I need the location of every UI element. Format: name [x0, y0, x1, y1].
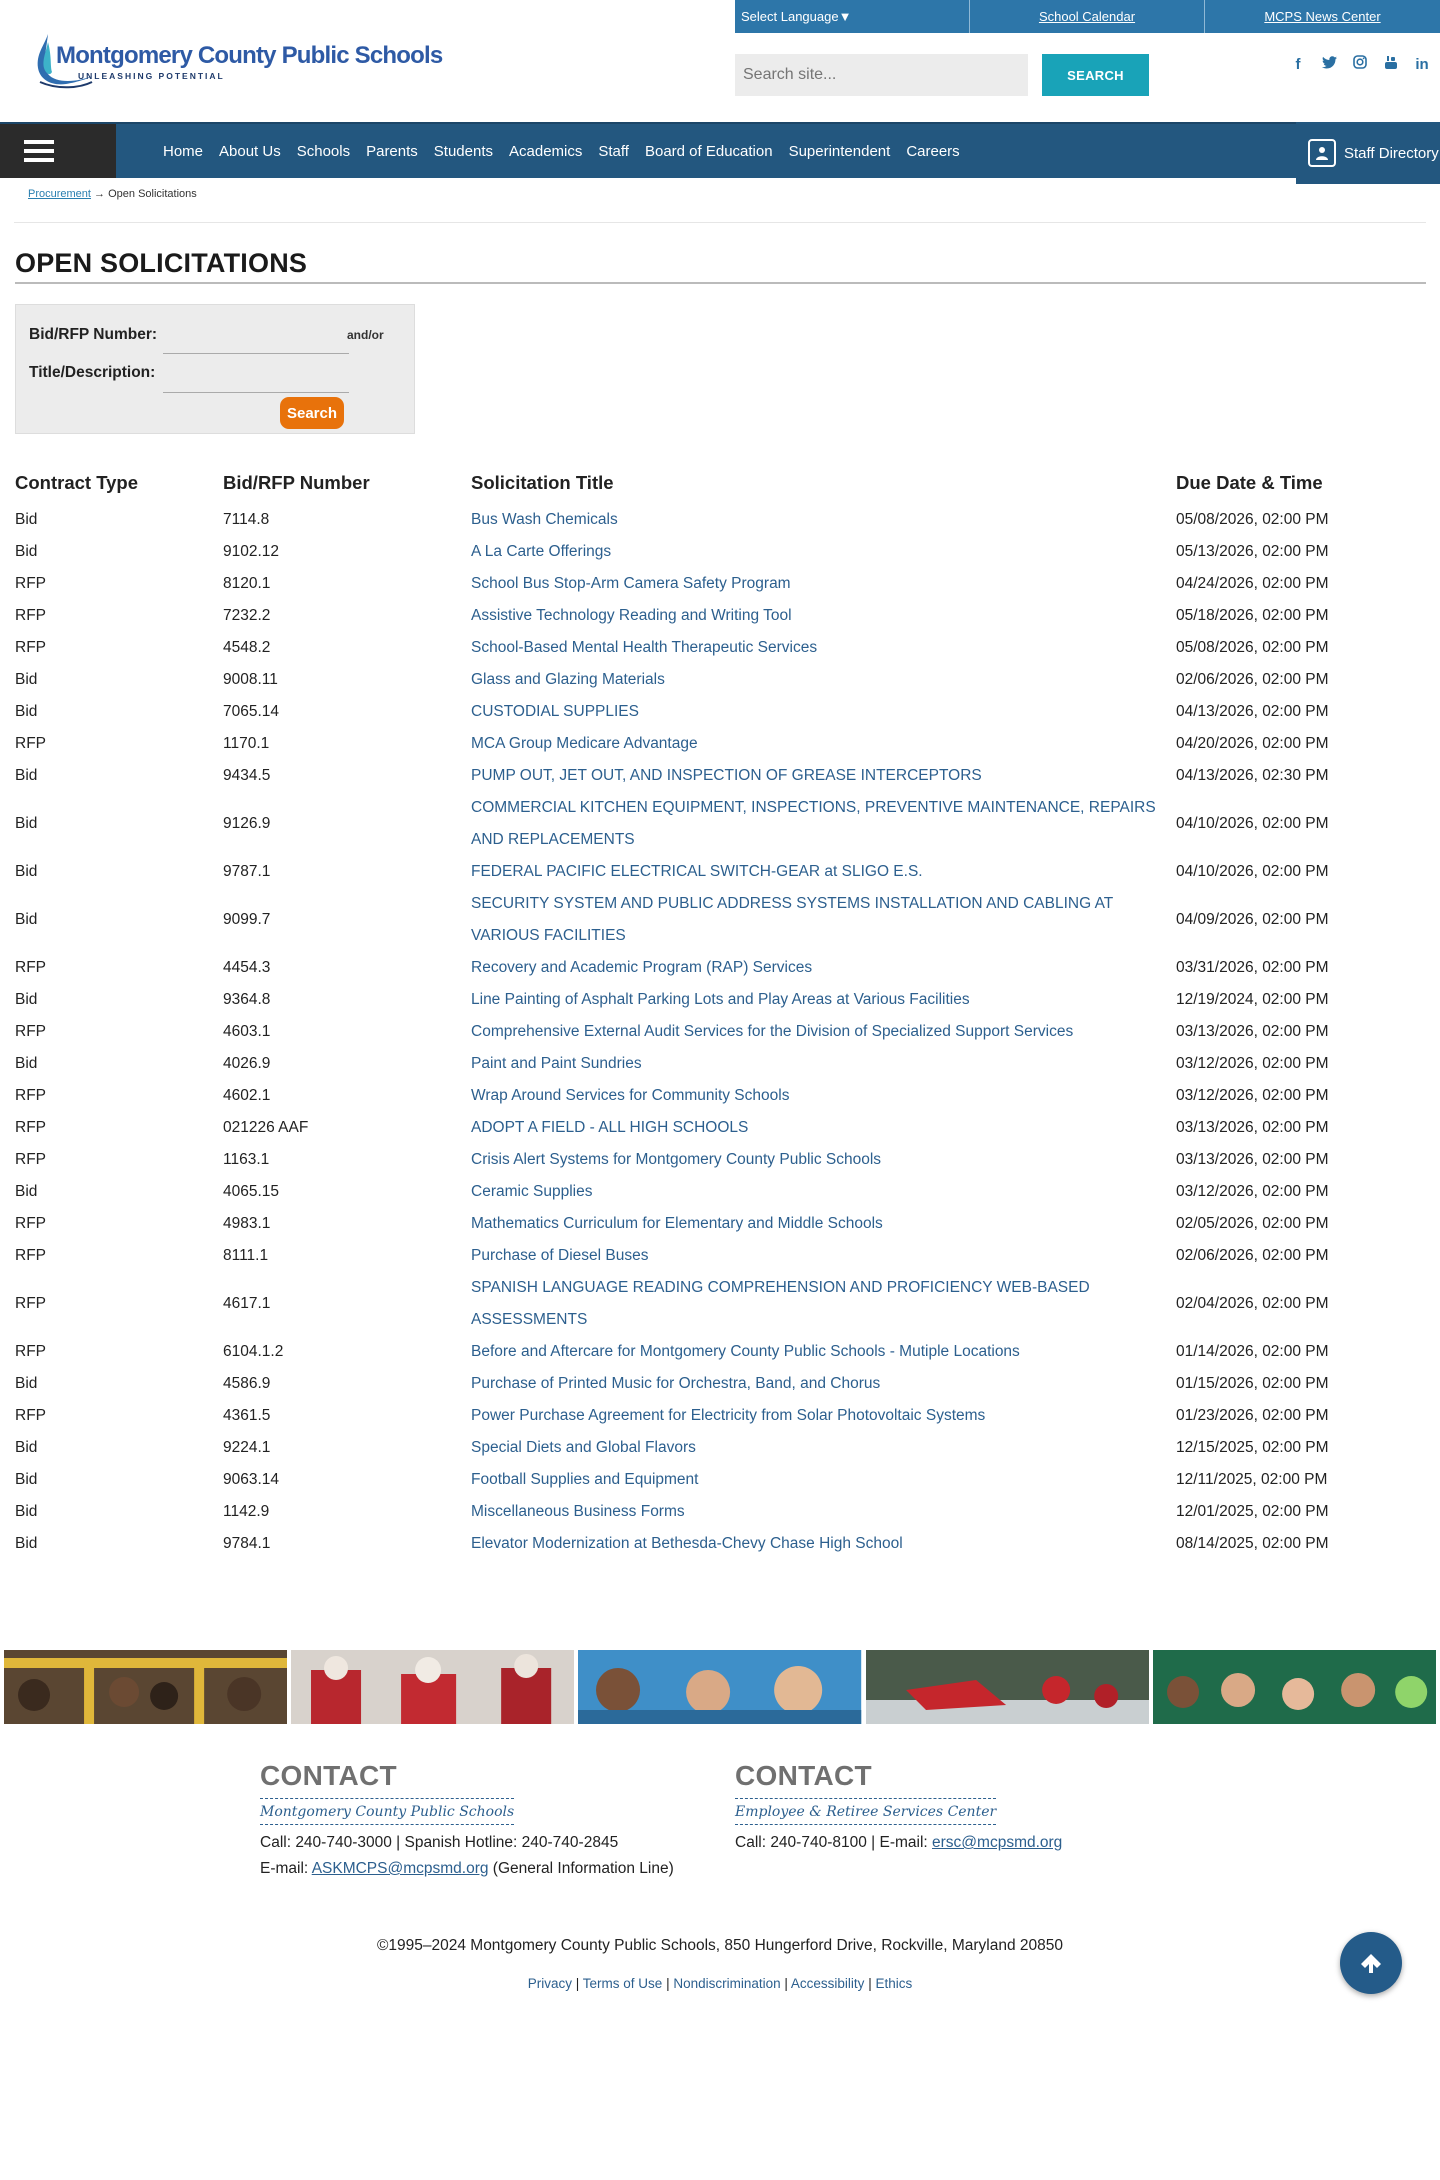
table-row [15, 1368, 1426, 1400]
contract-type-cell: Bid [15, 703, 38, 720]
due-date-cell: 04/24/2026, 02:00 PM [1176, 575, 1329, 592]
privacy-link[interactable]: Privacy [527, 1976, 573, 1991]
site-search-input[interactable] [735, 54, 1028, 96]
terms-link[interactable]: Terms of Use [582, 1976, 663, 1991]
due-date-cell: 04/20/2026, 02:00 PM [1176, 735, 1329, 752]
bid-number-cell: 9063.14 [223, 1471, 280, 1488]
contract-type-cell: RFP [15, 1119, 46, 1136]
breadcrumb-separator: → [90, 188, 109, 200]
form-search-button[interactable]: Search [280, 397, 344, 429]
table-row [15, 1464, 1426, 1496]
contract-type-cell: Bid [15, 1535, 38, 1552]
nav-item-students[interactable]: Students [433, 142, 494, 160]
students-photo-2 [578, 1650, 861, 1724]
due-date-cell: 03/13/2026, 02:00 PM [1176, 1151, 1329, 1168]
contract-type-cell: RFP [15, 1407, 46, 1424]
bid-number-label: Bid/RFP Number: [29, 326, 158, 343]
table-row [15, 1048, 1426, 1080]
bid-number-cell: 1170.1 [223, 735, 270, 752]
bid-number-cell: 9364.8 [223, 991, 271, 1008]
contract-type-cell: RFP [15, 1023, 46, 1040]
contact-mcps [260, 1760, 674, 1877]
solicitation-title-cell [471, 1528, 1176, 1560]
bid-number-cell: 021226 AAF [223, 1119, 309, 1136]
nav-item-staff[interactable]: Staff [598, 142, 629, 160]
bid-number-cell: 9224.1 [223, 1439, 271, 1456]
bid-number-cell: 6104.1.2 [223, 1343, 284, 1360]
linkedin-icon[interactable]: in [1415, 55, 1429, 73]
solicitation-title-link[interactable]: Ceramic Supplies [471, 1183, 593, 1200]
title-divider [15, 282, 1426, 284]
solicitation-title-link[interactable]: PUMP OUT, JET OUT, AND INSPECTION OF GREASE INTERCEPTORS [471, 767, 982, 784]
table-row [15, 856, 1426, 888]
contract-type-cell: Bid [15, 991, 38, 1008]
due-date-cell: 12/15/2025, 02:00 PM [1176, 1439, 1329, 1456]
solicitation-title-cell [471, 888, 1176, 952]
bid-number-cell: 8120.1 [223, 575, 271, 592]
bid-number-cell: 9784.1 [223, 1535, 271, 1552]
table-row [15, 536, 1426, 568]
facebook-icon[interactable]: f [1295, 55, 1301, 73]
link-separator: | [864, 1976, 876, 1991]
solicitation-title-cell [471, 1496, 1176, 1528]
school-calendar-link[interactable]: School Calendar [970, 0, 1205, 33]
table-row [15, 1016, 1426, 1048]
site-header [0, 0, 1440, 122]
link-separator: | [572, 1976, 583, 1991]
breadcrumb-current: Open Solicitations [108, 188, 197, 200]
solicitation-title-link[interactable]: CUSTODIAL SUPPLIES [471, 703, 639, 720]
table-row [15, 1144, 1426, 1176]
accessibility-link[interactable]: Accessibility [790, 1976, 865, 1991]
contract-type-cell: Bid [15, 543, 38, 560]
table-row [15, 952, 1426, 984]
contact-email-line [260, 1860, 674, 1877]
bid-number-cell: 9102.12 [223, 543, 280, 560]
due-date-cell: 01/14/2026, 02:00 PM [1176, 1343, 1329, 1360]
contract-type-cell: Bid [15, 511, 38, 528]
solicitation-title-link[interactable]: MCA Group Medicare Advantage [471, 735, 698, 752]
bid-number-cell: 4602.1 [223, 1087, 271, 1104]
solicitation-title-cell [471, 1080, 1176, 1112]
solicitation-title-link[interactable]: Bus Wash Chemicals [471, 511, 618, 528]
solicitation-title-link[interactable]: Line Painting of Asphalt Parking Lots and Play Areas at Various Facilities [471, 991, 970, 1008]
solicitation-title-link[interactable]: Power Purchase Agreement for Electricity from Solar Photovoltaic Systems [471, 1407, 986, 1424]
bid-number-input[interactable] [163, 353, 349, 354]
nav-item-superintendent[interactable]: Superintendent [788, 142, 891, 160]
arrow-up-icon[interactable] [1340, 1932, 1402, 1994]
table-row [15, 984, 1426, 1016]
table-row [15, 1112, 1426, 1144]
solicitation-title-cell [471, 856, 1176, 888]
solicitation-title-link[interactable]: Wrap Around Services for Community Schools [471, 1087, 790, 1104]
solicitation-title-cell [471, 984, 1176, 1016]
contract-type-cell: Bid [15, 1503, 38, 1520]
solicitation-title-link[interactable]: Paint and Paint Sundries [471, 1055, 642, 1072]
solicitation-title-link[interactable]: COMMERCIAL KITCHEN EQUIPMENT, INSPECTIONS, PREVENTIVE MAINTENANCE, REPAIRS AND REPLACEMENTS [471, 799, 1156, 848]
table-row [15, 1080, 1426, 1112]
utility-bar [735, 0, 1440, 33]
nav-item-about-us[interactable]: About Us [219, 142, 281, 160]
contact-heading-2: CONTACT [735, 1760, 872, 1791]
ersc-email-link[interactable]: ersc@mcpsmd.org [932, 1834, 1063, 1851]
bid-number-cell: 4617.1 [223, 1295, 271, 1312]
due-date-cell: 04/13/2026, 02:30 PM [1176, 767, 1329, 784]
contract-type-cell: RFP [15, 607, 46, 624]
table-row [15, 1240, 1426, 1272]
contract-type-cell: RFP [15, 575, 46, 592]
table-row [15, 1496, 1426, 1528]
nav-item-home[interactable]: Home [163, 142, 204, 160]
contact-subtitle: Montgomery County Public Schools [260, 1798, 514, 1825]
due-date-cell: 05/13/2026, 02:00 PM [1176, 543, 1329, 560]
contract-type-cell: Bid [15, 1439, 38, 1456]
solicitation-title-cell [471, 1144, 1176, 1176]
solicitation-title-link[interactable]: Mathematics Curriculum for Elementary and Middle Schools [471, 1215, 883, 1232]
solicitation-title-cell [471, 1208, 1176, 1240]
table-row [15, 1528, 1426, 1560]
solicitation-title-link[interactable]: ADOPT A FIELD - ALL HIGH SCHOOLS [471, 1119, 749, 1136]
due-date-cell: 03/13/2026, 02:00 PM [1176, 1119, 1329, 1136]
table-row [15, 1336, 1426, 1368]
page-title: OPEN SOLICITATIONS [15, 248, 308, 278]
solicitation-title-link[interactable]: School-Based Mental Health Therapeutic Services [471, 639, 818, 656]
solicitation-title-cell [471, 760, 1176, 792]
logo-title [56, 42, 442, 70]
table-body [15, 504, 1426, 1560]
due-date-cell: 12/01/2025, 02:00 PM [1176, 1503, 1329, 1520]
solicitation-title-cell [471, 792, 1176, 856]
contact-subtitle-2: Employee & Retiree Services Center [735, 1798, 996, 1825]
due-date-cell: 05/08/2026, 02:00 PM [1176, 639, 1329, 656]
ethics-link[interactable]: Ethics [875, 1976, 913, 1991]
bid-number-cell: 1163.1 [223, 1151, 270, 1168]
solicitation-title-link[interactable]: Purchase of Printed Music for Orchestra, Band, and Chorus [471, 1375, 881, 1392]
contract-type-cell: Bid [15, 863, 38, 880]
bid-number-cell: 7065.14 [223, 703, 280, 720]
contract-type-cell: RFP [15, 1247, 46, 1264]
header-bid-number: Bid/RFP Number [223, 472, 370, 493]
bid-number-cell: 9787.1 [223, 863, 271, 880]
bid-number-cell: 4548.2 [223, 639, 271, 656]
photo-strip [4, 1650, 1436, 1724]
solicitation-title-cell [471, 1368, 1176, 1400]
askmcps-email-link[interactable]: ASKMCPS@mcpsmd.org [311, 1860, 489, 1877]
footer-links [0, 1976, 1440, 1991]
table-row [15, 632, 1426, 664]
solicitation-title-cell [471, 1112, 1176, 1144]
fans-photo [1153, 1650, 1436, 1724]
contract-type-cell: Bid [15, 1375, 38, 1392]
contact-email-suffix: (General Information Line) [488, 1860, 674, 1877]
nav-items [155, 124, 968, 178]
bid-number-cell: 9099.7 [223, 911, 271, 928]
due-date-cell: 04/10/2026, 02:00 PM [1176, 863, 1329, 880]
solicitation-title-link[interactable]: SPANISH LANGUAGE READING COMPREHENSION AND PROFICIENCY WEB-BASED ASSESSMENTS [471, 1279, 1090, 1328]
solicitation-title-cell [471, 728, 1176, 760]
due-date-cell: 03/12/2026, 02:00 PM [1176, 1087, 1329, 1104]
header-solicitation-title: Solicitation Title [471, 472, 614, 493]
solicitation-title-link[interactable]: Special Diets and Global Flavors [471, 1439, 696, 1456]
mcps-logo[interactable] [34, 30, 443, 94]
bid-number-cell: 4983.1 [223, 1215, 271, 1232]
due-date-cell: 01/15/2026, 02:00 PM [1176, 1375, 1329, 1392]
contact-phone-2 [735, 1834, 1062, 1851]
solicitation-title-cell [471, 1400, 1176, 1432]
table-row [15, 568, 1426, 600]
contract-type-cell: RFP [15, 1151, 46, 1168]
bid-number-cell: 4454.3 [223, 959, 271, 976]
hamburger-icon[interactable] [0, 124, 116, 178]
solicitation-title-cell [471, 536, 1176, 568]
solicitation-title-cell [471, 632, 1176, 664]
ersc-phone: Call: 240-740-8100 | E-mail: [735, 1834, 933, 1851]
table-row [15, 760, 1426, 792]
contract-type-cell: Bid [15, 767, 38, 784]
table-row [15, 664, 1426, 696]
contract-type-cell: RFP [15, 1295, 46, 1312]
table-row [15, 888, 1426, 952]
due-date-cell: 02/05/2026, 02:00 PM [1176, 1215, 1329, 1232]
due-date-cell: 12/11/2025, 02:00 PM [1176, 1471, 1328, 1488]
contract-type-cell: RFP [15, 1215, 46, 1232]
contract-type-cell: RFP [15, 959, 46, 976]
social-links [1290, 54, 1430, 74]
solicitation-title-cell [471, 600, 1176, 632]
solicitation-title-link[interactable]: Before and Aftercare for Montgomery County Public Schools - Mutiple Locations [471, 1343, 1020, 1360]
contract-type-cell: Bid [15, 1471, 38, 1488]
bid-number-cell: 9126.9 [223, 815, 271, 832]
bid-number-cell: 7114.8 [223, 511, 270, 528]
bid-number-cell: 4026.9 [223, 1055, 271, 1072]
due-date-cell: 04/09/2026, 02:00 PM [1176, 911, 1329, 928]
table-header-row [15, 462, 1426, 504]
news-center-link[interactable]: MCPS News Center [1205, 0, 1440, 33]
youtube-icon[interactable] [1383, 55, 1399, 74]
logo-tagline: UNLEASHING POTENTIAL [78, 71, 225, 81]
contract-type-cell: RFP [15, 1087, 46, 1104]
bid-number-cell: 7232.2 [223, 607, 271, 624]
contract-type-cell: Bid [15, 1055, 38, 1072]
solicitation-title-cell [471, 1464, 1176, 1496]
solicitation-title-cell [471, 1176, 1176, 1208]
copyright: ©1995–2024 Montgomery County Public Schools, 850 Hungerford Drive, Rockville, Maryland 20850 [376, 1937, 1064, 1954]
solicitation-title-link[interactable]: Elevator Modernization at Bethesda-Chevy Chase High School [471, 1535, 903, 1552]
due-date-cell: 04/10/2026, 02:00 PM [1176, 815, 1329, 832]
contact-email-prefix: E-mail: [260, 1860, 312, 1877]
solicitations-table [15, 462, 1426, 1560]
students-photo-1 [4, 1650, 287, 1724]
table-row [15, 792, 1426, 856]
contact-phone: Call: 240-740-3000 | Spanish Hotline: 240-740-2845 [260, 1834, 619, 1851]
table-row [15, 1400, 1426, 1432]
marching-band-photo [291, 1650, 574, 1724]
logo-title-part-1: Montgomery County [56, 42, 282, 69]
title-description-input[interactable] [163, 392, 349, 393]
due-date-cell: 05/08/2026, 02:00 PM [1176, 511, 1329, 528]
site-search-button[interactable]: SEARCH [1042, 54, 1149, 96]
wrestling-photo [866, 1650, 1149, 1724]
contact-card-icon [1308, 139, 1336, 167]
solicitation-title-link[interactable]: Miscellaneous Business Forms [471, 1503, 685, 1520]
contract-type-cell: Bid [15, 1183, 38, 1200]
solicitation-title-cell [471, 504, 1176, 536]
solicitation-title-cell [471, 1048, 1176, 1080]
breadcrumb-divider [14, 222, 1426, 223]
solicitation-title-cell [471, 1240, 1176, 1272]
solicitation-title-cell [471, 664, 1176, 696]
staff-directory-button[interactable] [1296, 122, 1440, 184]
instagram-icon[interactable] [1352, 55, 1368, 73]
staff-directory-label: Staff Directory [1344, 144, 1439, 162]
bid-number-cell: 9434.5 [223, 767, 271, 784]
bid-number-cell: 8111.1 [223, 1247, 269, 1264]
bid-number-cell: 9008.11 [223, 671, 278, 688]
due-date-cell: 02/06/2026, 02:00 PM [1176, 671, 1329, 688]
due-date-cell: 12/19/2024, 02:00 PM [1176, 991, 1329, 1008]
solicitation-title-link[interactable]: School Bus Stop-Arm Camera Safety Program [471, 575, 791, 592]
table-row [15, 696, 1426, 728]
solicitation-title-link[interactable]: SECURITY SYSTEM AND PUBLIC ADDRESS SYSTEMS INSTALLATION AND CABLING AT VARIOUS FACILITIES [471, 895, 1113, 944]
nav-item-schools[interactable]: Schools [296, 142, 351, 160]
solicitation-title-cell [471, 1336, 1176, 1368]
due-date-cell: 03/12/2026, 02:00 PM [1176, 1055, 1329, 1072]
table-row [15, 1272, 1426, 1336]
breadcrumb-procurement-link[interactable]: Procurement [28, 188, 91, 200]
due-date-cell: 08/14/2025, 02:00 PM [1176, 1535, 1329, 1552]
solicitation-title-link[interactable]: Recovery and Academic Program (RAP) Services [471, 959, 813, 976]
solicitation-title-link[interactable]: A La Carte Offerings [471, 543, 612, 560]
contract-type-cell: RFP [15, 735, 46, 752]
breadcrumb [28, 188, 197, 200]
nav-item-parents[interactable]: Parents [366, 142, 418, 160]
solicitation-title-link[interactable]: FEDERAL PACIFIC ELECTRICAL SWITCH-GEAR at SLIGO E.S. [471, 863, 923, 880]
link-separator: | [780, 1976, 791, 1991]
due-date-cell: 02/06/2026, 02:00 PM [1176, 1247, 1329, 1264]
solicitation-title-link[interactable]: Crisis Alert Systems for Montgomery County Public Schools [471, 1151, 882, 1168]
main-nav [0, 122, 1440, 178]
solicitation-title-cell [471, 1432, 1176, 1464]
solicitation-title-cell [471, 568, 1176, 600]
solicitation-title-link[interactable]: Purchase of Diesel Buses [471, 1247, 649, 1264]
due-date-cell: 03/31/2026, 02:00 PM [1176, 959, 1329, 976]
contract-type-cell: Bid [15, 815, 38, 832]
contract-type-cell: RFP [15, 639, 46, 656]
due-date-cell: 03/13/2026, 02:00 PM [1176, 1023, 1329, 1040]
solicitation-title-link[interactable]: Football Supplies and Equipment [471, 1471, 699, 1488]
table-row [15, 504, 1426, 536]
nav-item-academics[interactable]: Academics [509, 142, 583, 160]
table-row [15, 1208, 1426, 1240]
solicitation-search-form [15, 304, 415, 434]
solicitation-title-cell [471, 1272, 1176, 1336]
contract-type-cell: Bid [15, 671, 38, 688]
table-row [15, 600, 1426, 632]
bid-number-cell: 4603.1 [223, 1023, 271, 1040]
contact-ersc [735, 1760, 1062, 1851]
solicitation-title-link[interactable]: Glass and Glazing Materials [471, 671, 665, 688]
contact-heading: CONTACT [260, 1760, 397, 1791]
due-date-cell: 03/12/2026, 02:00 PM [1176, 1183, 1329, 1200]
solicitation-title-cell [471, 696, 1176, 728]
bid-number-cell: 4586.9 [223, 1375, 271, 1392]
title-description-label: Title/Description: [29, 364, 156, 381]
solicitation-title-link[interactable]: Assistive Technology Reading and Writing Tool [471, 607, 792, 624]
bid-number-cell: 4361.5 [223, 1407, 271, 1424]
header-due-date: Due Date & Time [1176, 472, 1323, 493]
due-date-cell: 05/18/2026, 02:00 PM [1176, 607, 1329, 624]
bid-number-cell: 4065.15 [223, 1183, 280, 1200]
contract-type-cell: RFP [15, 1343, 46, 1360]
contract-type-cell: Bid [15, 911, 38, 928]
nondiscrimination-link[interactable]: Nondiscrimination [673, 1976, 781, 1991]
table-row [15, 1176, 1426, 1208]
solicitation-title-cell [471, 1016, 1176, 1048]
link-separator: | [662, 1976, 674, 1991]
nav-item-careers[interactable]: Careers [906, 142, 960, 160]
andor-label: and/or [347, 328, 384, 342]
solicitation-title-link[interactable]: Comprehensive External Audit Services for the Division of Specialized Support Services [471, 1023, 1074, 1040]
due-date-cell: 04/13/2026, 02:00 PM [1176, 703, 1329, 720]
table-row [15, 1432, 1426, 1464]
bid-number-cell: 1142.9 [223, 1503, 270, 1520]
nav-item-board-of-education[interactable]: Board of Education [644, 142, 773, 160]
header-contract-type: Contract Type [15, 472, 139, 493]
table-row [15, 728, 1426, 760]
twitter-icon[interactable] [1321, 56, 1337, 73]
logo-title-part-2: Public Schools [281, 42, 443, 69]
language-select[interactable]: Select Language▼ [735, 0, 970, 33]
solicitation-title-cell [471, 952, 1176, 984]
due-date-cell: 02/04/2026, 02:00 PM [1176, 1295, 1329, 1312]
due-date-cell: 01/23/2026, 02:00 PM [1176, 1407, 1329, 1424]
